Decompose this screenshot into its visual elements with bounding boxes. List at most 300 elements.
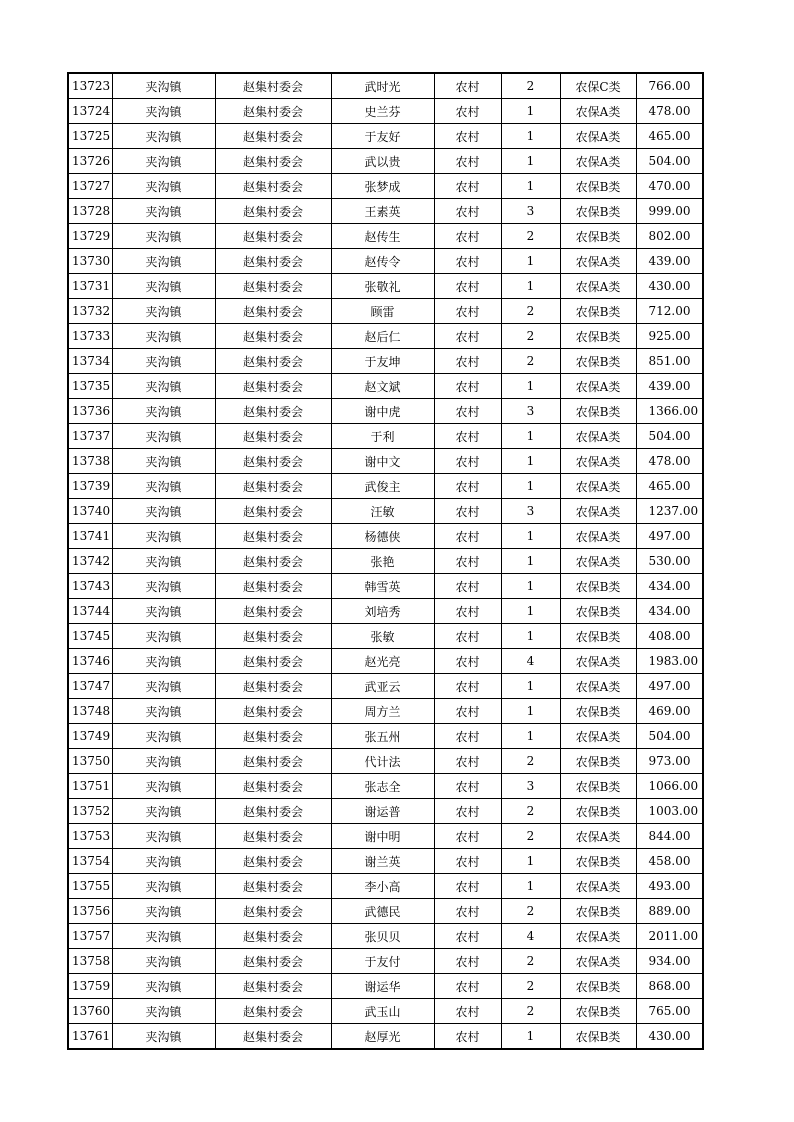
category-cell: 农保A类 — [560, 374, 636, 399]
amount-cell: 439.00 — [636, 249, 703, 274]
name-cell: 张五州 — [331, 724, 434, 749]
category-cell: 农保A类 — [560, 449, 636, 474]
household-type-cell: 农村 — [434, 949, 501, 974]
category-cell: 农保B类 — [560, 774, 636, 799]
village-committee-cell: 赵集村委会 — [215, 73, 331, 99]
village-committee-cell: 赵集村委会 — [215, 824, 331, 849]
record-id-cell: 13746 — [68, 649, 112, 674]
category-cell: 农保B类 — [560, 749, 636, 774]
amount-cell: 1366.00 — [636, 399, 703, 424]
household-type-cell: 农村 — [434, 99, 501, 124]
village-committee-cell: 赵集村委会 — [215, 949, 331, 974]
record-id-cell: 13758 — [68, 949, 112, 974]
record-id-cell: 13761 — [68, 1024, 112, 1050]
persons-cell: 1 — [501, 624, 560, 649]
name-cell: 于友坤 — [331, 349, 434, 374]
household-type-cell: 农村 — [434, 699, 501, 724]
amount-cell: 434.00 — [636, 574, 703, 599]
name-cell: 张敏 — [331, 624, 434, 649]
town-cell: 夹沟镇 — [112, 199, 215, 224]
village-committee-cell: 赵集村委会 — [215, 524, 331, 549]
village-committee-cell: 赵集村委会 — [215, 549, 331, 574]
record-id-cell: 13728 — [68, 199, 112, 224]
village-committee-cell: 赵集村委会 — [215, 599, 331, 624]
amount-cell: 925.00 — [636, 324, 703, 349]
household-type-cell: 农村 — [434, 574, 501, 599]
town-cell: 夹沟镇 — [112, 899, 215, 924]
household-type-cell: 农村 — [434, 524, 501, 549]
town-cell: 夹沟镇 — [112, 849, 215, 874]
category-cell: 农保A类 — [560, 874, 636, 899]
household-type-cell: 农村 — [434, 449, 501, 474]
name-cell: 武亚云 — [331, 674, 434, 699]
record-id-cell: 13742 — [68, 549, 112, 574]
persons-cell: 2 — [501, 73, 560, 99]
household-type-cell: 农村 — [434, 299, 501, 324]
record-id-cell: 13732 — [68, 299, 112, 324]
household-type-cell: 农村 — [434, 199, 501, 224]
persons-cell: 1 — [501, 674, 560, 699]
town-cell: 夹沟镇 — [112, 999, 215, 1024]
table-row — [68, 474, 703, 499]
village-committee-cell: 赵集村委会 — [215, 374, 331, 399]
amount-cell: 802.00 — [636, 224, 703, 249]
town-cell: 夹沟镇 — [112, 449, 215, 474]
table-row — [68, 524, 703, 549]
village-committee-cell: 赵集村委会 — [215, 874, 331, 899]
record-id-cell: 13729 — [68, 224, 112, 249]
name-cell: 李小高 — [331, 874, 434, 899]
table-row — [68, 424, 703, 449]
town-cell: 夹沟镇 — [112, 324, 215, 349]
record-id-cell: 13730 — [68, 249, 112, 274]
town-cell: 夹沟镇 — [112, 699, 215, 724]
town-cell: 夹沟镇 — [112, 624, 215, 649]
record-id-cell: 13756 — [68, 899, 112, 924]
village-committee-cell: 赵集村委会 — [215, 574, 331, 599]
amount-cell: 439.00 — [636, 374, 703, 399]
table-row — [68, 224, 703, 249]
amount-cell: 868.00 — [636, 974, 703, 999]
name-cell: 韩雪英 — [331, 574, 434, 599]
record-id-cell: 13740 — [68, 499, 112, 524]
village-committee-cell: 赵集村委会 — [215, 249, 331, 274]
village-committee-cell: 赵集村委会 — [215, 899, 331, 924]
village-committee-cell: 赵集村委会 — [215, 424, 331, 449]
persons-cell: 2 — [501, 224, 560, 249]
household-type-cell: 农村 — [434, 849, 501, 874]
amount-cell: 766.00 — [636, 73, 703, 99]
table-row — [68, 799, 703, 824]
town-cell: 夹沟镇 — [112, 724, 215, 749]
persons-cell: 1 — [501, 274, 560, 299]
name-cell: 于利 — [331, 424, 434, 449]
name-cell: 谢中文 — [331, 449, 434, 474]
household-type-cell: 农村 — [434, 999, 501, 1024]
category-cell: 农保A类 — [560, 424, 636, 449]
name-cell: 于友付 — [331, 949, 434, 974]
village-committee-cell: 赵集村委会 — [215, 624, 331, 649]
town-cell: 夹沟镇 — [112, 149, 215, 174]
record-id-cell: 13755 — [68, 874, 112, 899]
village-committee-cell: 赵集村委会 — [215, 1024, 331, 1050]
record-id-cell: 13739 — [68, 474, 112, 499]
town-cell: 夹沟镇 — [112, 99, 215, 124]
persons-cell: 1 — [501, 174, 560, 199]
table-row — [68, 449, 703, 474]
persons-cell: 3 — [501, 399, 560, 424]
household-type-cell: 农村 — [434, 149, 501, 174]
table-row — [68, 399, 703, 424]
amount-cell: 504.00 — [636, 724, 703, 749]
persons-cell: 1 — [501, 449, 560, 474]
amount-cell: 478.00 — [636, 99, 703, 124]
town-cell: 夹沟镇 — [112, 299, 215, 324]
household-type-cell: 农村 — [434, 724, 501, 749]
household-type-cell: 农村 — [434, 249, 501, 274]
category-cell: 农保B类 — [560, 399, 636, 424]
category-cell: 农保B类 — [560, 324, 636, 349]
record-id-cell: 13735 — [68, 374, 112, 399]
town-cell: 夹沟镇 — [112, 874, 215, 899]
town-cell: 夹沟镇 — [112, 349, 215, 374]
town-cell: 夹沟镇 — [112, 1024, 215, 1050]
household-type-cell: 农村 — [434, 599, 501, 624]
name-cell: 武时光 — [331, 73, 434, 99]
name-cell: 赵光亮 — [331, 649, 434, 674]
name-cell: 谢中虎 — [331, 399, 434, 424]
town-cell: 夹沟镇 — [112, 749, 215, 774]
record-id-cell: 13759 — [68, 974, 112, 999]
amount-cell: 934.00 — [636, 949, 703, 974]
town-cell: 夹沟镇 — [112, 574, 215, 599]
category-cell: 农保B类 — [560, 699, 636, 724]
amount-cell: 1983.00 — [636, 649, 703, 674]
household-type-cell: 农村 — [434, 324, 501, 349]
amount-cell: 408.00 — [636, 624, 703, 649]
category-cell: 农保A类 — [560, 99, 636, 124]
persons-cell: 1 — [501, 874, 560, 899]
persons-cell: 2 — [501, 799, 560, 824]
village-committee-cell: 赵集村委会 — [215, 399, 331, 424]
amount-cell: 973.00 — [636, 749, 703, 774]
persons-cell: 2 — [501, 949, 560, 974]
name-cell: 于友好 — [331, 124, 434, 149]
amount-cell: 844.00 — [636, 824, 703, 849]
town-cell: 夹沟镇 — [112, 499, 215, 524]
town-cell: 夹沟镇 — [112, 974, 215, 999]
village-committee-cell: 赵集村委会 — [215, 299, 331, 324]
village-committee-cell: 赵集村委会 — [215, 474, 331, 499]
table-row — [68, 574, 703, 599]
persons-cell: 1 — [501, 474, 560, 499]
name-cell: 武以贵 — [331, 149, 434, 174]
village-committee-cell: 赵集村委会 — [215, 449, 331, 474]
record-id-cell: 13750 — [68, 749, 112, 774]
record-id-cell: 13731 — [68, 274, 112, 299]
amount-cell: 430.00 — [636, 274, 703, 299]
table-row — [68, 1024, 703, 1050]
town-cell: 夹沟镇 — [112, 424, 215, 449]
amount-cell: 999.00 — [636, 199, 703, 224]
amount-cell: 465.00 — [636, 124, 703, 149]
name-cell: 武俊主 — [331, 474, 434, 499]
name-cell: 张贝贝 — [331, 924, 434, 949]
name-cell: 武玉山 — [331, 999, 434, 1024]
household-type-cell: 农村 — [434, 124, 501, 149]
village-committee-cell: 赵集村委会 — [215, 649, 331, 674]
household-type-cell: 农村 — [434, 899, 501, 924]
village-committee-cell: 赵集村委会 — [215, 99, 331, 124]
table-row — [68, 99, 703, 124]
persons-cell: 1 — [501, 699, 560, 724]
household-type-cell: 农村 — [434, 424, 501, 449]
table-row — [68, 174, 703, 199]
village-committee-cell: 赵集村委会 — [215, 274, 331, 299]
record-id-cell: 13749 — [68, 724, 112, 749]
table-row — [68, 899, 703, 924]
table-row — [68, 774, 703, 799]
town-cell: 夹沟镇 — [112, 224, 215, 249]
village-committee-cell: 赵集村委会 — [215, 349, 331, 374]
town-cell: 夹沟镇 — [112, 649, 215, 674]
record-id-cell: 13754 — [68, 849, 112, 874]
town-cell: 夹沟镇 — [112, 824, 215, 849]
table-row — [68, 749, 703, 774]
village-committee-cell: 赵集村委会 — [215, 774, 331, 799]
table-row — [68, 649, 703, 674]
town-cell: 夹沟镇 — [112, 949, 215, 974]
name-cell: 杨德侠 — [331, 524, 434, 549]
table-row — [68, 324, 703, 349]
persons-cell: 1 — [501, 524, 560, 549]
name-cell: 赵厚光 — [331, 1024, 434, 1050]
amount-cell: 851.00 — [636, 349, 703, 374]
household-type-cell: 农村 — [434, 349, 501, 374]
category-cell: 农保A类 — [560, 949, 636, 974]
amount-cell: 504.00 — [636, 149, 703, 174]
category-cell: 农保A类 — [560, 549, 636, 574]
amount-cell: 1237.00 — [636, 499, 703, 524]
name-cell: 赵传生 — [331, 224, 434, 249]
persons-cell: 1 — [501, 374, 560, 399]
name-cell: 谢中明 — [331, 824, 434, 849]
village-committee-cell: 赵集村委会 — [215, 699, 331, 724]
table-body — [68, 73, 703, 1049]
town-cell: 夹沟镇 — [112, 73, 215, 99]
category-cell: 农保A类 — [560, 674, 636, 699]
persons-cell: 1 — [501, 849, 560, 874]
village-committee-cell: 赵集村委会 — [215, 799, 331, 824]
category-cell: 农保A类 — [560, 124, 636, 149]
table-row — [68, 549, 703, 574]
village-committee-cell: 赵集村委会 — [215, 724, 331, 749]
record-id-cell: 13747 — [68, 674, 112, 699]
village-committee-cell: 赵集村委会 — [215, 199, 331, 224]
category-cell: 农保A类 — [560, 649, 636, 674]
record-id-cell: 13725 — [68, 124, 112, 149]
household-type-cell: 农村 — [434, 374, 501, 399]
table-row — [68, 599, 703, 624]
town-cell: 夹沟镇 — [112, 549, 215, 574]
record-id-cell: 13748 — [68, 699, 112, 724]
record-id-cell: 13736 — [68, 399, 112, 424]
record-id-cell: 13743 — [68, 574, 112, 599]
data-table — [67, 72, 704, 1050]
name-cell: 赵文斌 — [331, 374, 434, 399]
record-id-cell: 13753 — [68, 824, 112, 849]
table-row — [68, 999, 703, 1024]
category-cell: 农保A类 — [560, 249, 636, 274]
town-cell: 夹沟镇 — [112, 474, 215, 499]
name-cell: 武德民 — [331, 899, 434, 924]
town-cell: 夹沟镇 — [112, 524, 215, 549]
record-id-cell: 13744 — [68, 599, 112, 624]
household-type-cell: 农村 — [434, 224, 501, 249]
persons-cell: 1 — [501, 149, 560, 174]
amount-cell: 458.00 — [636, 849, 703, 874]
category-cell: 农保B类 — [560, 899, 636, 924]
table-row — [68, 73, 703, 99]
household-type-cell: 农村 — [434, 924, 501, 949]
household-type-cell: 农村 — [434, 874, 501, 899]
category-cell: 农保A类 — [560, 724, 636, 749]
table-row — [68, 974, 703, 999]
table-row — [68, 349, 703, 374]
table-row — [68, 149, 703, 174]
household-type-cell: 农村 — [434, 674, 501, 699]
household-type-cell: 农村 — [434, 799, 501, 824]
table-row — [68, 874, 703, 899]
amount-cell: 497.00 — [636, 674, 703, 699]
persons-cell: 4 — [501, 649, 560, 674]
record-id-cell: 13760 — [68, 999, 112, 1024]
record-id-cell: 13737 — [68, 424, 112, 449]
household-type-cell: 农村 — [434, 174, 501, 199]
table-row — [68, 924, 703, 949]
persons-cell: 1 — [501, 99, 560, 124]
table-row — [68, 949, 703, 974]
name-cell: 张梦成 — [331, 174, 434, 199]
amount-cell: 493.00 — [636, 874, 703, 899]
household-type-cell: 农村 — [434, 774, 501, 799]
household-type-cell: 农村 — [434, 399, 501, 424]
name-cell: 汪敏 — [331, 499, 434, 524]
household-type-cell: 农村 — [434, 974, 501, 999]
category-cell: 农保B类 — [560, 1024, 636, 1050]
name-cell: 代计法 — [331, 749, 434, 774]
village-committee-cell: 赵集村委会 — [215, 749, 331, 774]
name-cell: 刘培秀 — [331, 599, 434, 624]
amount-cell: 465.00 — [636, 474, 703, 499]
category-cell: 农保B类 — [560, 174, 636, 199]
household-type-cell: 农村 — [434, 824, 501, 849]
amount-cell: 434.00 — [636, 599, 703, 624]
table-row — [68, 824, 703, 849]
village-committee-cell: 赵集村委会 — [215, 999, 331, 1024]
amount-cell: 530.00 — [636, 549, 703, 574]
record-id-cell: 13745 — [68, 624, 112, 649]
persons-cell: 2 — [501, 999, 560, 1024]
village-committee-cell: 赵集村委会 — [215, 974, 331, 999]
persons-cell: 1 — [501, 1024, 560, 1050]
table-row — [68, 724, 703, 749]
record-id-cell: 13723 — [68, 73, 112, 99]
record-id-cell: 13733 — [68, 324, 112, 349]
household-type-cell: 农村 — [434, 474, 501, 499]
category-cell: 农保B类 — [560, 299, 636, 324]
amount-cell: 430.00 — [636, 1024, 703, 1050]
record-id-cell: 13738 — [68, 449, 112, 474]
name-cell: 史兰芬 — [331, 99, 434, 124]
category-cell: 农保C类 — [560, 73, 636, 99]
village-committee-cell: 赵集村委会 — [215, 499, 331, 524]
household-type-cell: 农村 — [434, 274, 501, 299]
table-row — [68, 199, 703, 224]
village-committee-cell: 赵集村委会 — [215, 224, 331, 249]
amount-cell: 469.00 — [636, 699, 703, 724]
persons-cell: 2 — [501, 974, 560, 999]
category-cell: 农保A类 — [560, 149, 636, 174]
record-id-cell: 13752 — [68, 799, 112, 824]
amount-cell: 497.00 — [636, 524, 703, 549]
persons-cell: 1 — [501, 549, 560, 574]
household-type-cell: 农村 — [434, 624, 501, 649]
persons-cell: 2 — [501, 299, 560, 324]
persons-cell: 1 — [501, 124, 560, 149]
record-id-cell: 13751 — [68, 774, 112, 799]
town-cell: 夹沟镇 — [112, 774, 215, 799]
table-row — [68, 274, 703, 299]
category-cell: 农保A类 — [560, 474, 636, 499]
table-row — [68, 374, 703, 399]
record-id-cell: 13724 — [68, 99, 112, 124]
village-committee-cell: 赵集村委会 — [215, 174, 331, 199]
table-row — [68, 299, 703, 324]
amount-cell: 504.00 — [636, 424, 703, 449]
village-committee-cell: 赵集村委会 — [215, 324, 331, 349]
name-cell: 王素英 — [331, 199, 434, 224]
category-cell: 农保A类 — [560, 499, 636, 524]
persons-cell: 1 — [501, 424, 560, 449]
persons-cell: 2 — [501, 749, 560, 774]
amount-cell: 1003.00 — [636, 799, 703, 824]
amount-cell: 1066.00 — [636, 774, 703, 799]
category-cell: 农保B类 — [560, 624, 636, 649]
persons-cell: 3 — [501, 199, 560, 224]
record-id-cell: 13757 — [68, 924, 112, 949]
table-row — [68, 624, 703, 649]
category-cell: 农保B类 — [560, 574, 636, 599]
category-cell: 农保B类 — [560, 974, 636, 999]
category-cell: 农保B类 — [560, 349, 636, 374]
household-type-cell: 农村 — [434, 649, 501, 674]
household-type-cell: 农村 — [434, 73, 501, 99]
category-cell: 农保A类 — [560, 274, 636, 299]
town-cell: 夹沟镇 — [112, 249, 215, 274]
category-cell: 农保A类 — [560, 924, 636, 949]
name-cell: 周方兰 — [331, 699, 434, 724]
village-committee-cell: 赵集村委会 — [215, 924, 331, 949]
category-cell: 农保B类 — [560, 224, 636, 249]
name-cell: 谢运普 — [331, 799, 434, 824]
persons-cell: 2 — [501, 824, 560, 849]
town-cell: 夹沟镇 — [112, 399, 215, 424]
household-type-cell: 农村 — [434, 549, 501, 574]
town-cell: 夹沟镇 — [112, 924, 215, 949]
table-row — [68, 499, 703, 524]
town-cell: 夹沟镇 — [112, 124, 215, 149]
